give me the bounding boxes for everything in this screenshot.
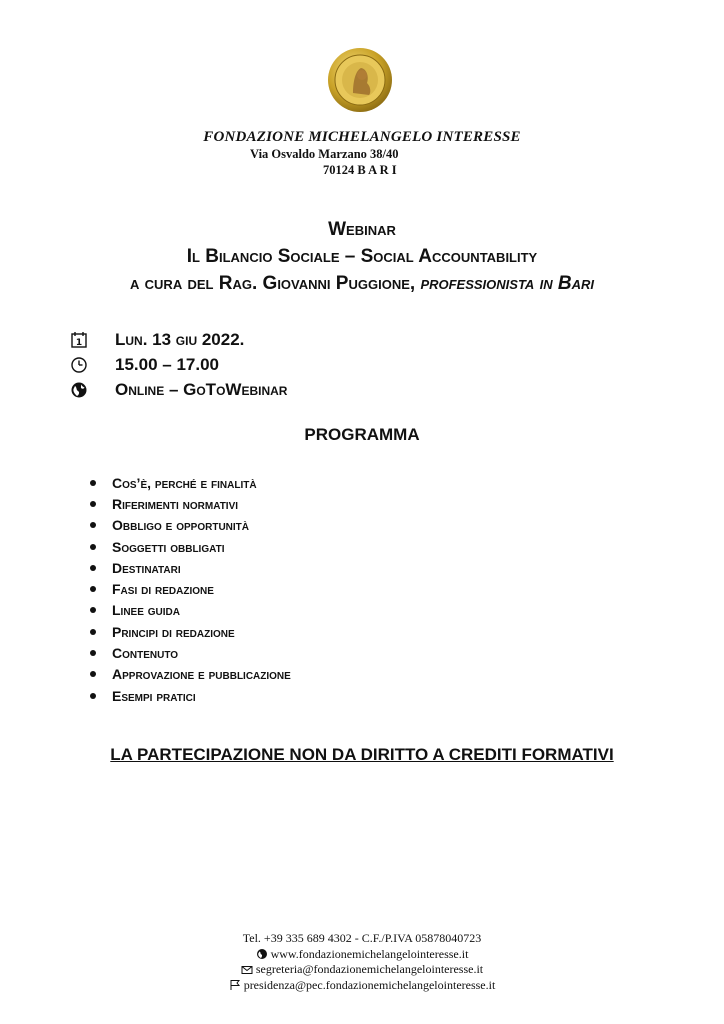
- footer: [0, 931, 724, 993]
- event-place: Online – GoToWebinar: [115, 379, 288, 399]
- webinar-subject: Il Bilancio Sociale – Social Accountability: [186, 246, 538, 267]
- bullet: [90, 501, 96, 507]
- event-date: Lun. 13 giu 2022.: [115, 329, 245, 349]
- list-item: Principi di redazione: [90, 621, 291, 642]
- bullet: [90, 671, 96, 677]
- list-item: Linee guida: [90, 600, 291, 621]
- event-date-row: [70, 327, 287, 352]
- bullet: [90, 522, 96, 528]
- speaker-name: a cura del Rag. Giovanni Puggione,: [129, 273, 421, 294]
- bullet: [90, 693, 96, 699]
- speaker-role: professionista in Bari: [420, 273, 594, 294]
- programma-heading: PROGRAMMA: [304, 425, 420, 444]
- bullet: [90, 629, 96, 635]
- foundation-logo: [327, 47, 393, 113]
- list-item: Esempi pratici: [90, 685, 291, 706]
- event-time-row: [70, 352, 287, 377]
- bullet: [90, 544, 96, 550]
- webinar-title-block: [0, 216, 724, 297]
- address-city: 70124 B A R I: [323, 163, 397, 177]
- clock-icon: [70, 356, 88, 374]
- event-info: [70, 327, 287, 402]
- footer-phone-line: Tel. +39 335 689 4302 - C.F./P.IVA 05878040723: [242, 931, 482, 945]
- list-item: Approvazione e pubblicazione: [90, 664, 291, 685]
- programma-list: [90, 472, 291, 706]
- email-link[interactable]: segreteria@fondazionemichelangelointeresse.it: [255, 962, 484, 976]
- pec-link[interactable]: presidenza@pec.fondazionemichelangelointeresse.it: [243, 977, 496, 992]
- footer-email-line: [0, 962, 724, 978]
- event-time: 15.00 – 17.00: [115, 354, 219, 374]
- footer-website-line: [0, 947, 724, 963]
- envelope-icon: [241, 964, 253, 976]
- flag-icon: [229, 979, 241, 991]
- svg-text:1: 1: [75, 337, 83, 348]
- bullet: [90, 586, 96, 592]
- credits-notice: LA PARTECIPAZIONE NON DA DIRITTO A CREDITI FORMATIVI: [110, 745, 614, 764]
- globe-icon: [70, 381, 88, 399]
- bullet: [90, 565, 96, 571]
- website-link[interactable]: www.fondazionemichelangelointeresse.it: [270, 946, 469, 961]
- webinar-label: Webinar: [328, 219, 396, 240]
- organization-name: FONDAZIONE MICHELANGELO INTERESSE: [203, 129, 521, 145]
- event-place-row: [70, 377, 287, 402]
- calendar-icon: [70, 331, 88, 349]
- bullet: [90, 480, 96, 486]
- list-item: Riferimenti normativi: [90, 493, 291, 514]
- address-street: Via Osvaldo Marzano 38/40: [250, 147, 399, 161]
- list-item: Fasi di redazione: [90, 578, 291, 599]
- list-item: Obbligo e opportunità: [90, 515, 291, 536]
- globe-icon: [256, 948, 268, 960]
- list-item: Cos’è, perché e finalità: [90, 472, 291, 493]
- list-item: Destinatari: [90, 557, 291, 578]
- list-item: Contenuto: [90, 642, 291, 663]
- bullet: [90, 607, 96, 613]
- list-item: Soggetti obbligati: [90, 536, 291, 557]
- footer-pec-line: [0, 978, 724, 994]
- bullet: [90, 650, 96, 656]
- webinar-speaker: [0, 270, 724, 297]
